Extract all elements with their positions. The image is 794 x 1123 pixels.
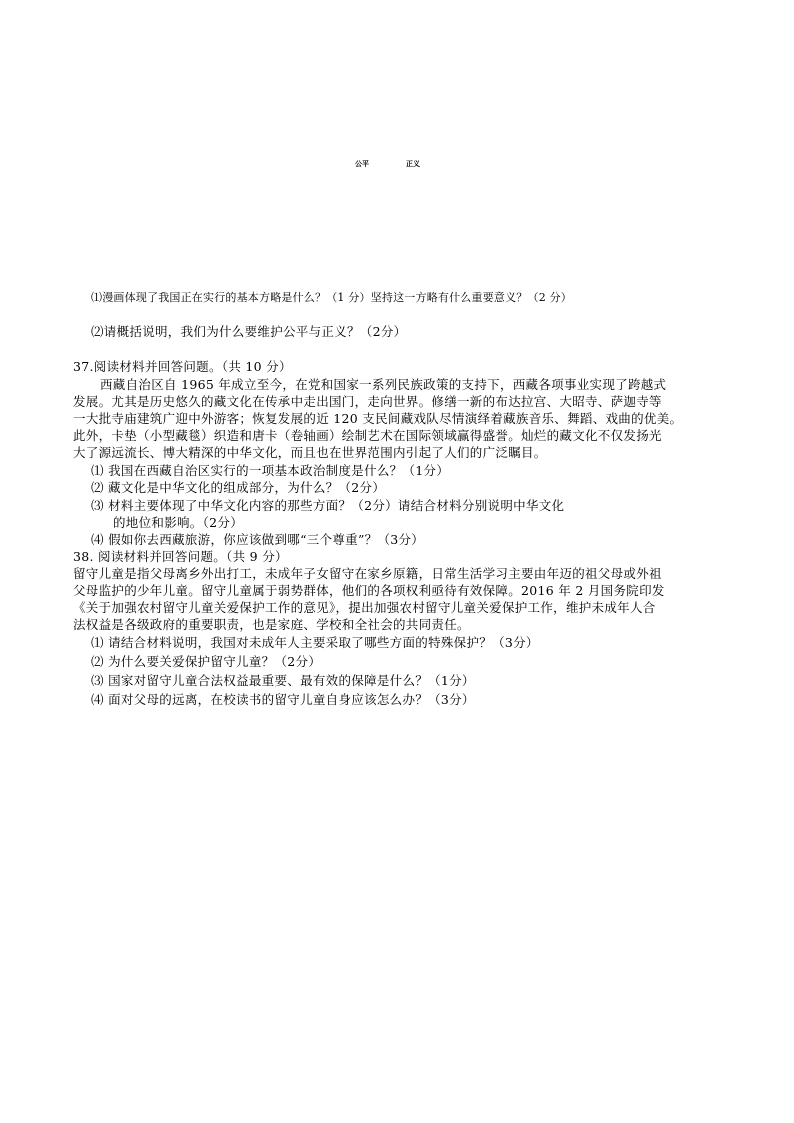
- q37-question-2: ⑵ 藏文化是中华文化的组成部分，为什么？（2分）: [91, 480, 386, 495]
- cartoon-label-justice: 正义: [406, 159, 420, 168]
- q38-heading: 38. 阅读材料并回答问题。（共 9 分）: [73, 549, 288, 564]
- q37-material-line: 西藏自治区自 1965 年成立至今，在党和国家一系列民族政策的支持下，西藏各项事业实现了跨越式: [100, 377, 667, 392]
- q37-question-1: ⑴ 我国在西藏自治区实行的一项基本政治制度是什么？（1分）: [91, 463, 450, 478]
- q38-question-3: ⑶ 国家对留守儿童合法权益最重要、最有效的保障是什么？（1分）: [91, 673, 475, 688]
- q38-question-1: ⑴ 请结合材料说明，我国对未成年人主要采取了哪些方面的特殊保护？（3分）: [91, 635, 539, 650]
- q38-material-line: 父母监护的少年儿童。留守儿童属于弱势群体，他们的各项权利亟待有效保障。2016 年 2 月国务院印发: [73, 583, 665, 598]
- q37-material-line: 一大批寺庙建筑广迎中外游客；恢复发展的近 120 支民间藏戏队尽情演绎着藏族音乐、舞蹈、戏曲的优美。: [73, 411, 683, 426]
- cartoon-label-fairness: 公平: [355, 159, 369, 168]
- q38-question-4: ⑷ 面对父母的远离，在校读书的留守儿童自身应该怎么办？（3分）: [91, 692, 475, 707]
- q36-sub1: ⑴漫画体现了我国正在实行的基本方略是什么？（1 分）坚持这一方略有什么重要意义？（2 分）: [91, 291, 572, 304]
- q37-material-line: 大了源远流长、博大精深的中华文化，而且也在世界范围内引起了人们的广泛瞩目。: [73, 445, 547, 460]
- q38-material-line: 法权益是各级政府的重要职责，也是家庭、学校和全社会的共同责任。: [73, 617, 470, 632]
- q38-material-line: 《关于加强农村留守儿童关爱保护工作的意见》，提出加强农村留守儿童关爱保护工作，维护未成年人合: [73, 600, 656, 615]
- q38-question-2: ⑵ 为什么要关爱保护留守儿童？（2分）: [91, 654, 322, 669]
- q37-question-3-continued: 的地位和影响。（2分）: [113, 515, 244, 530]
- q37-question-3: ⑶ 材料主要体现了中华文化内容的那些方面？（2分）请结合材料分别说明中华文化: [91, 498, 565, 513]
- q38-material-line: 留守儿童是指父母离乡外出打工，未成年子女留守在家乡原籍，日常生活学习主要由年迈的祖父母或外祖: [73, 566, 662, 581]
- q37-material-line: 此外，卡垫（小型藏毯）织造和唐卡（卷轴画）绘制艺术在国际领域赢得盛誉。灿烂的藏文化不仅发扬光: [73, 428, 662, 443]
- q36-sub2: ⑵请概括说明，我们为什么要维护公平与正义？（2分）: [91, 324, 407, 339]
- q37-question-4: ⑷ 假如你去西藏旅游，你应该做到哪“三个尊重”？（3分）: [91, 532, 425, 547]
- q37-material-line: 发展。尤其是历史悠久的藏文化在传承中走出国门，走向世界。修缮一新的布达拉宫、大昭寺、萨迦寺等: [73, 394, 662, 409]
- q37-heading: 37.阅读材料并回答问题。（共 10 分）: [73, 359, 292, 374]
